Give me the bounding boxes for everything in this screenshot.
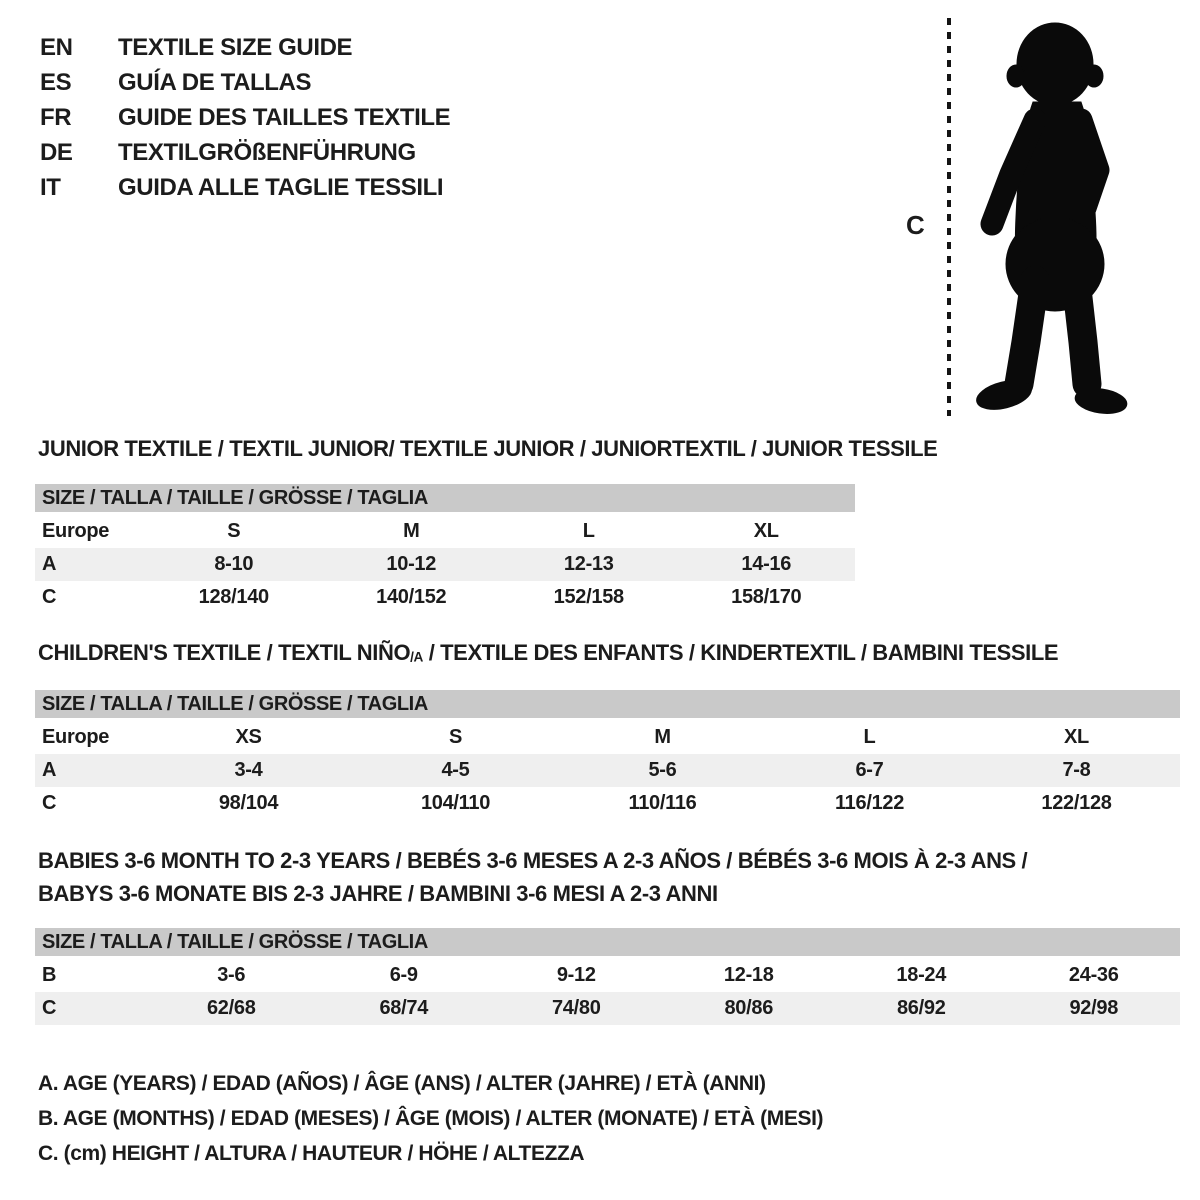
lang-code-fr: FR <box>40 103 72 131</box>
children-europe-size-xs: XS <box>235 726 262 748</box>
babies-row-height-label: C <box>42 997 57 1019</box>
children-row-age <box>35 754 1180 787</box>
babies-size-header-band: SIZE / TALLA / TAILLE / GRÖSSE / TAGLIA <box>35 928 1180 956</box>
children-europe-size-l: L <box>863 726 876 748</box>
junior-size-table <box>35 484 855 614</box>
title-it: GUIDA ALLE TAGLIE TESSILI <box>118 173 444 201</box>
babies-height-2: 68/74 <box>379 997 429 1019</box>
children-height-m: 110/116 <box>628 792 697 814</box>
junior-age-s: 8-10 <box>214 553 254 575</box>
babies-months-4: 12-18 <box>723 964 774 986</box>
children-row-height-label: C <box>42 792 57 814</box>
junior-section-heading: JUNIOR TEXTILE / TEXTIL JUNIOR/ TEXTILE JUNIOR / JUNIORTEXTIL / JUNIOR TESSILE <box>38 436 938 461</box>
children-heading-sub: /A <box>410 649 423 665</box>
language-title-block <box>40 30 450 205</box>
babies-months-2: 6-9 <box>389 964 418 986</box>
babies-row-months <box>35 959 1180 992</box>
title-en: TEXTILE SIZE GUIDE <box>118 33 353 61</box>
lang-code-it: IT <box>40 173 61 201</box>
babies-height-6: 92/98 <box>1069 997 1119 1019</box>
junior-height-l: 152/158 <box>553 586 624 608</box>
children-heading-pre: CHILDREN'S TEXTILE / TEXTIL NIÑO <box>38 640 411 665</box>
title-row-es <box>40 65 450 100</box>
junior-height-m: 140/152 <box>376 586 447 608</box>
children-row-europe-label: Europe <box>42 726 110 748</box>
junior-height-xl: 158/170 <box>731 586 802 608</box>
babies-row-months-label: B <box>42 964 57 986</box>
junior-row-europe-label: Europe <box>42 520 110 542</box>
children-height-s: 104/110 <box>420 792 491 814</box>
children-height-l: 116/122 <box>834 792 905 814</box>
legend-height-cm: C. (cm) HEIGHT / ALTURA / HAUTEUR / HÖHE / ALTEZZA <box>38 1142 585 1165</box>
lang-code-en: EN <box>40 33 73 61</box>
junior-height-s: 128/140 <box>198 586 269 608</box>
babies-height-4: 80/86 <box>724 997 774 1019</box>
height-measure-label: C <box>906 210 925 240</box>
babies-height-3: 74/80 <box>551 997 601 1019</box>
title-row-fr <box>40 100 450 135</box>
children-age-s: 4-5 <box>441 759 470 781</box>
title-row-it <box>40 170 450 205</box>
children-age-xs: 3-4 <box>234 759 263 781</box>
lang-code-es: ES <box>40 68 72 96</box>
children-row-height <box>35 787 1180 820</box>
children-size-table <box>35 690 1180 820</box>
junior-row-height-label: C <box>42 586 57 608</box>
children-row-age-label: A <box>42 759 57 781</box>
babies-section-heading-line2: BABYS 3-6 MONATE BIS 2-3 JAHRE / BAMBINI 3-6 MESI A 2-3 ANNI <box>38 881 718 906</box>
babies-row-height <box>35 992 1180 1025</box>
babies-size-table <box>35 928 1180 1025</box>
children-height-xs: 98/104 <box>218 792 279 814</box>
children-europe-size-xl: XL <box>1064 726 1089 748</box>
junior-row-europe <box>35 515 855 548</box>
babies-months-1: 3-6 <box>217 964 246 986</box>
title-row-de <box>40 135 450 170</box>
children-europe-size-s: S <box>448 726 463 748</box>
children-age-xl: 7-8 <box>1062 759 1091 781</box>
babies-height-5: 86/92 <box>896 997 946 1019</box>
babies-months-3: 9-12 <box>556 964 596 986</box>
children-height-xl: 122/128 <box>1041 792 1112 814</box>
children-section-heading <box>38 640 1058 666</box>
junior-age-l: 12-13 <box>563 553 614 575</box>
junior-europe-size-l: L <box>582 520 595 542</box>
junior-europe-size-m: M <box>403 520 420 542</box>
junior-age-xl: 14-16 <box>741 553 792 575</box>
title-fr: GUIDE DES TAILLES TEXTILE <box>118 103 451 131</box>
lang-code-de: DE <box>40 138 73 166</box>
legend-age-months: B. AGE (MONTHS) / EDAD (MESES) / ÂGE (MOIS) / ALTER (MONATE) / ETÀ (MESI) <box>38 1107 824 1130</box>
junior-europe-size-s: S <box>227 520 241 542</box>
children-age-l: 6-7 <box>855 759 884 781</box>
junior-row-age-label: A <box>42 553 57 575</box>
toddler-silhouette-icon <box>955 12 1150 422</box>
junior-size-header-band: SIZE / TALLA / TAILLE / GRÖSSE / TAGLIA <box>35 484 855 512</box>
junior-age-m: 10-12 <box>386 553 437 575</box>
title-es: GUÍA DE TALLAS <box>118 68 312 96</box>
children-age-m: 5-6 <box>648 759 677 781</box>
babies-months-5: 18-24 <box>896 964 947 986</box>
babies-section-heading-line1: BABIES 3-6 MONTH TO 2-3 YEARS / BEBÉS 3-6 MESES A 2-3 AÑOS / BÉBÉS 3-6 MOIS À 2-3 ANS / <box>38 848 1028 873</box>
children-europe-size-m: M <box>654 726 671 748</box>
junior-row-height <box>35 581 855 614</box>
junior-europe-size-xl: XL <box>753 520 779 542</box>
title-de: TEXTILGRÖßENFÜHRUNG <box>118 138 416 166</box>
height-measure-dashed-line <box>947 18 951 416</box>
title-row-en <box>40 30 450 65</box>
children-size-header-band: SIZE / TALLA / TAILLE / GRÖSSE / TAGLIA <box>35 690 1180 718</box>
babies-height-1: 62/68 <box>206 997 256 1019</box>
children-heading-post: / TEXTILE DES ENFANTS / KINDERTEXTIL / BAMBINI TESSILE <box>423 640 1059 665</box>
legend-age-years: A. AGE (YEARS) / EDAD (AÑOS) / ÂGE (ANS) / ALTER (JAHRE) / ETÀ (ANNI) <box>38 1072 766 1095</box>
babies-months-6: 24-36 <box>1068 964 1119 986</box>
children-row-europe <box>35 721 1180 754</box>
junior-row-age <box>35 548 855 581</box>
